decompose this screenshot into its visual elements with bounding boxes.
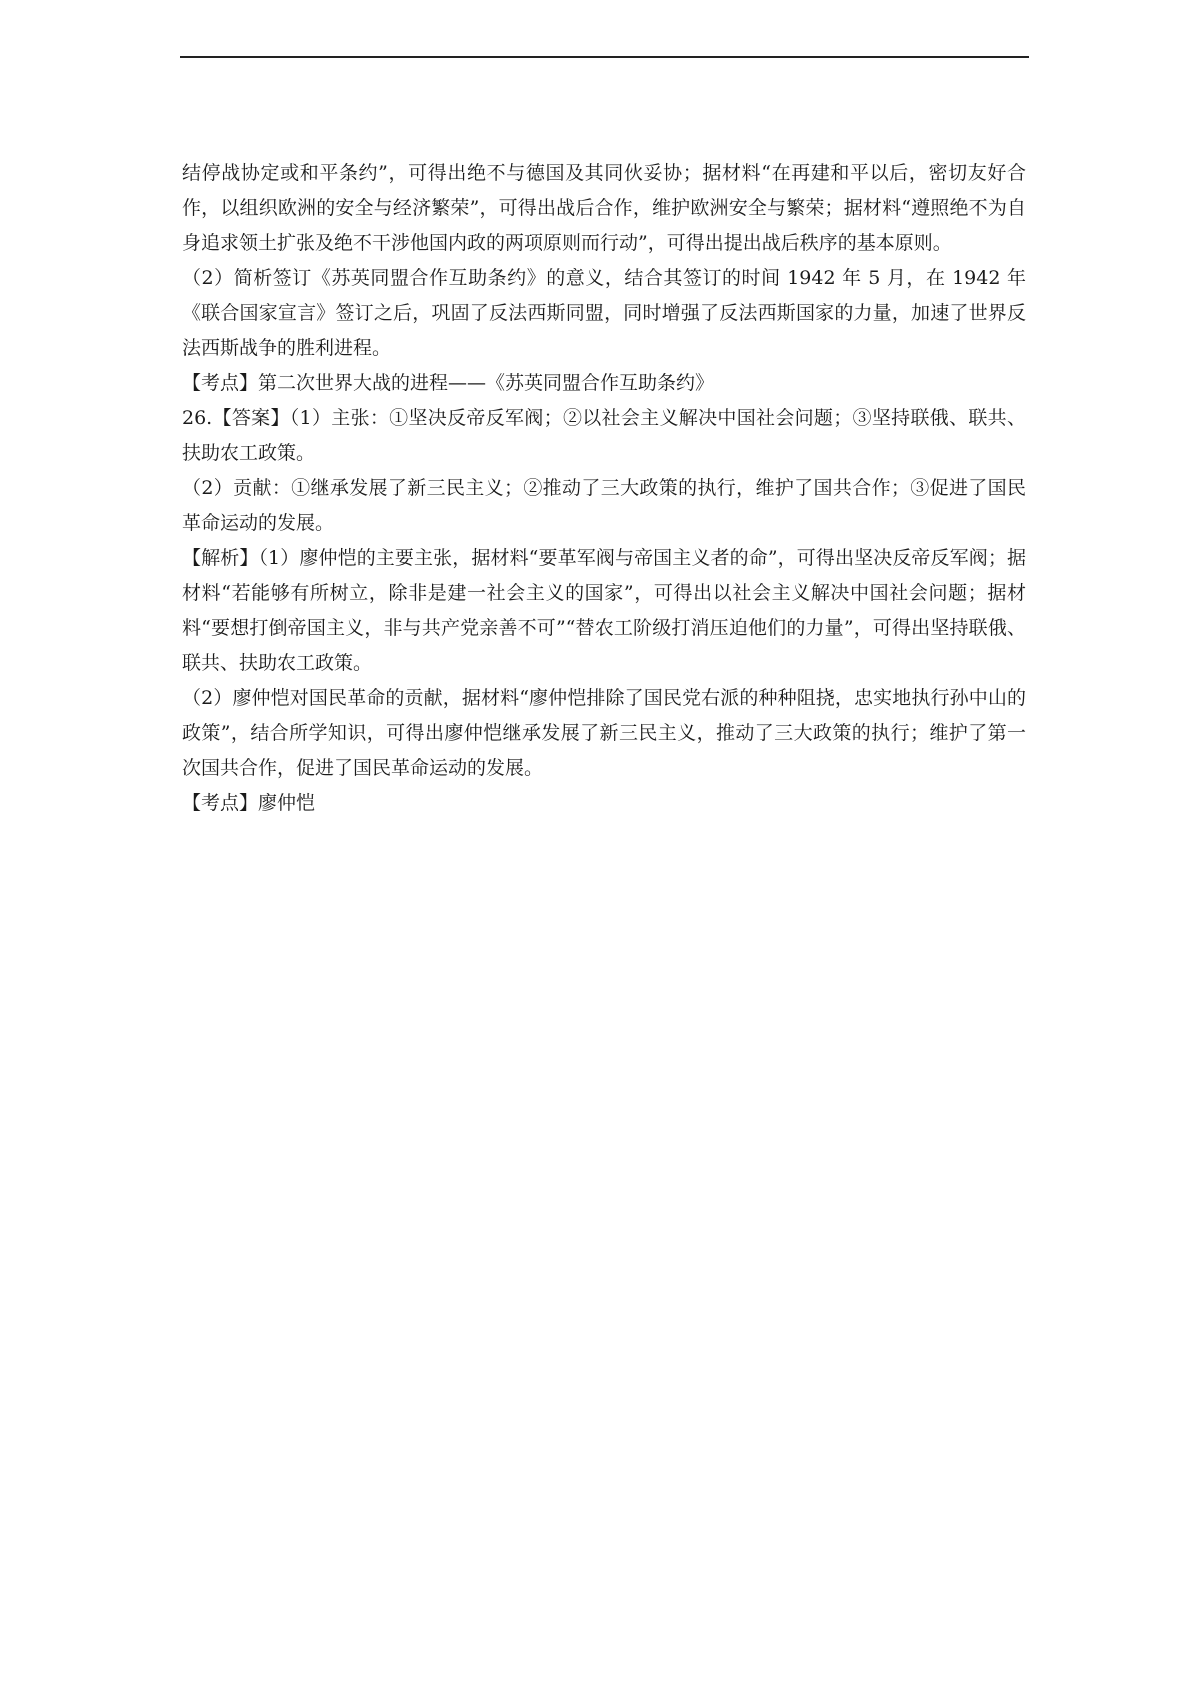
analysis-26-part2: （2）廖仲恺对国民革命的贡献，据材料“廖仲恺排除了国民党右派的种种阻挠，忠实地执行孙中山的政策”，结合所学知识，可得出廖仲恺继承发展了新三民主义，推动了三大政策的执行；维护了第一次国共合作，促进了国民革命运动的发展。 [182,687,1026,779]
header-rule [180,56,1029,58]
answer-analysis-25-part1-continued: 结停战协定或和平条约”，可得出绝不与德国及其同伙妥协；据材料“在再建和平以后，密切友好合作，以组织欧洲的安全与经济繁荣”，可得出战后合作，维护欧洲安全与繁荣；据材料“遵照绝不为自身追求领土扩张及绝不干涉他国内政的两项原则而行动”，可得出提出战后秩序的基本原则。 [182,162,1026,254]
document-body [182,156,1026,821]
answer-26-part1: 26.【答案】（1）主张：①坚决反帝反军阀；②以社会主义解决中国社会问题；③坚持联俄、联共、扶助农工政策。 [182,407,1026,464]
answer-26-part2: （2）贡献：①继承发展了新三民主义；②推动了三大政策的执行，维护了国共合作；③促进了国民革命运动的发展。 [182,477,1026,534]
answer-analysis-25-part2: （2）简析签订《苏英同盟合作互助条约》的意义，结合其签订的时间 1942 年 5 月，在 1942 年《联合国家宣言》签订之后，巩固了反法西斯同盟，同时增强了反法西斯国家的力量，加速了世界反法西斯战争的胜利进程。 [182,267,1026,359]
exam-point-26: 【考点】廖仲恺 [182,792,316,814]
exam-point-25: 【考点】第二次世界大战的进程——《苏英同盟合作互助条约》 [182,372,715,394]
analysis-26-part1: 【解析】（1）廖仲恺的主要主张，据材料“要革军阀与帝国主义者的命”，可得出坚决反帝反军阀；据材料“若能够有所树立，除非是建一社会主义的国家”，可得出以社会主义解决中国社会问题；据材料“要想打倒帝国主义，非与共产党亲善不可”“替农工阶级打消压迫他们的力量”，可得出坚持联俄、联共、扶助农工政策。 [182,547,1026,674]
